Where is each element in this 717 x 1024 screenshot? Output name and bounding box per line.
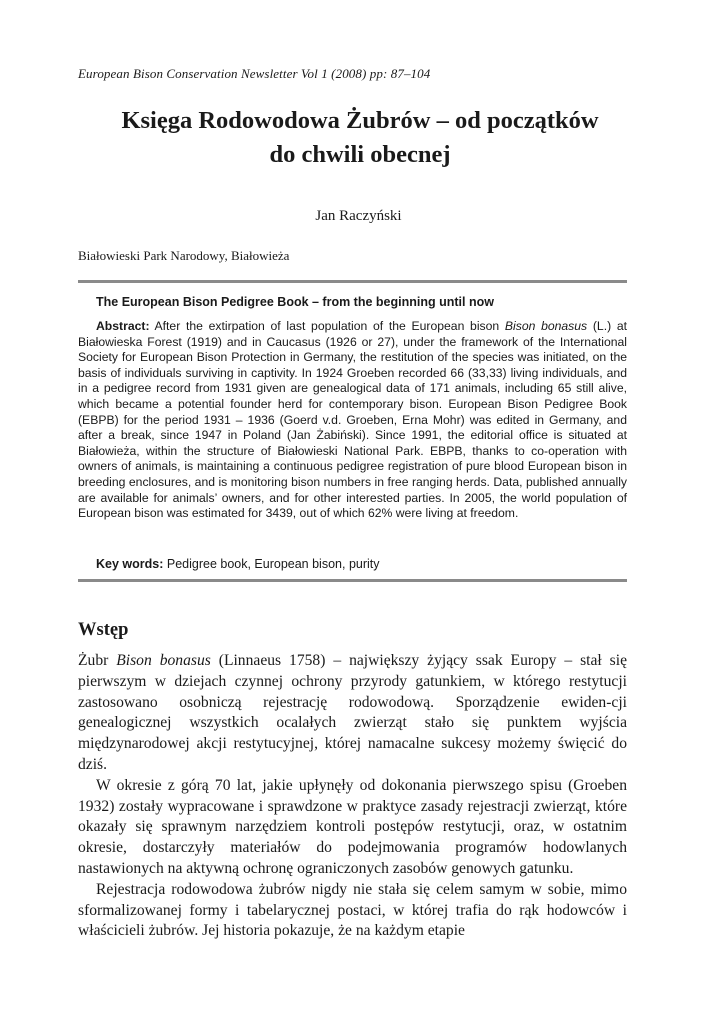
- title-line-1: Księga Rodowodowa Żubrów – od początków: [121, 107, 599, 134]
- keywords: [96, 557, 380, 571]
- author-affiliation: Białowieski Park Narodowy, Białowieża: [78, 248, 290, 263]
- article-title: [70, 104, 650, 172]
- body-paragraph-2: W okresie z górą 70 lat, jakie upłynęły od dokonania pierwszego spisu (Groeben 1932) zostały wypracowane i sprawdzone w praktyce zasady rejestracji zwierząt, które okazały się sprawnym narzędziem kontroli postępów restytucji, oraz, w ostatnim okresie, dostarczyły materiałów do podejmowania programów hodowlanych nastawionych na aktywną ochronę ograniczonych zasobów genowych gatunku.: [78, 776, 627, 877]
- section-heading: Wstęp: [78, 620, 129, 640]
- body-paragraph-3: Rejestracja rodowodowa żubrów nigdy nie stała się celem samym w sobie, mimo sformalizowanej formy i tabelarycznej postaci, w której trafia do rąk hodowców i właścicieli żubrów. Jej historia pokazuje, że na każdym etapie: [78, 880, 627, 940]
- journal-citation: European Bison Conservation Newsletter Vol 1 (2008) pp: 87–104: [78, 66, 431, 81]
- abstract-text-part: After the extirpation of last population of the European bison: [149, 319, 505, 333]
- body-species-name: Bison bonasus: [116, 652, 211, 669]
- abstract-species-name: Bison bonasus: [504, 319, 588, 333]
- body-text-part: (Linnaeus 1758) – największy żyjący ssak Europy – stał się pierwszym w dziejach czynnej ochrony przyrody gatunkiem, w którego restytucji zastosowano osobniczą rejestrację rodowodową. Sporządzenie ewiden-cji genealogicznej wszystkich ocalałych zwierząt stało się punktem wyjścia międzynarodowej akcji restytucyjnej, której namacalne sukcesy możemy święcić do dziś.: [78, 652, 628, 773]
- abstract-text-part: (L.) at Białowieska Forest (1919) and in Caucasus (1926 or 27), under the framework of the International Society for European Bison Protection in Germany, the restitution of the species was initiated, on the basis of individuals surviving in captivity. In 1924 Groeben recorded 66 (33,33) living individuals, and in a pedigree record from 1931 given are genealogical data of 171 animals, including 65 still alive, which became a potential founder herd for contemporary bison. European Bison Pedigree Book (EBPB) for the period 1931 – 1936 (Goerd v.d. Groeben, Erna Mohr) was edited in Germany, and after a break, since 1947 in Poland (Jan Żabiński). Since 1991, the editorial office is situated at Białowieża, within the structure of Białowieski National Park. EBPB, thanks to co-operation with owners of animals, is maintaining a continuous pedigree registration of pure blood European bison in breeding enclosures, and is monitoring bison numbers in free ranging herds. Data, published annually are available for animals’ owners, and for other interested parties. In 2005, the world population of European bison was estimated for 3439, out of which 62% were living at freedom.: [78, 319, 627, 521]
- keywords-text: Pedigree book, European bison, purity: [163, 557, 380, 571]
- section-body: [78, 651, 627, 942]
- abstract-label: Abstract:: [96, 319, 150, 333]
- author-name: Jan Raczyński: [315, 208, 402, 224]
- abstract-body: [78, 319, 627, 522]
- body-text-part: Żubr: [78, 652, 117, 669]
- abstract-paragraph: [78, 319, 627, 522]
- abstract-title: The European Bison Pedigree Book – from the beginning until now: [96, 295, 494, 309]
- title-line-2: do chwili obecnej: [269, 141, 451, 168]
- abstract-bottom-rule: [78, 579, 627, 582]
- abstract-top-rule: [78, 280, 627, 283]
- body-paragraph-1: [78, 651, 627, 776]
- keywords-label: Key words:: [96, 557, 164, 571]
